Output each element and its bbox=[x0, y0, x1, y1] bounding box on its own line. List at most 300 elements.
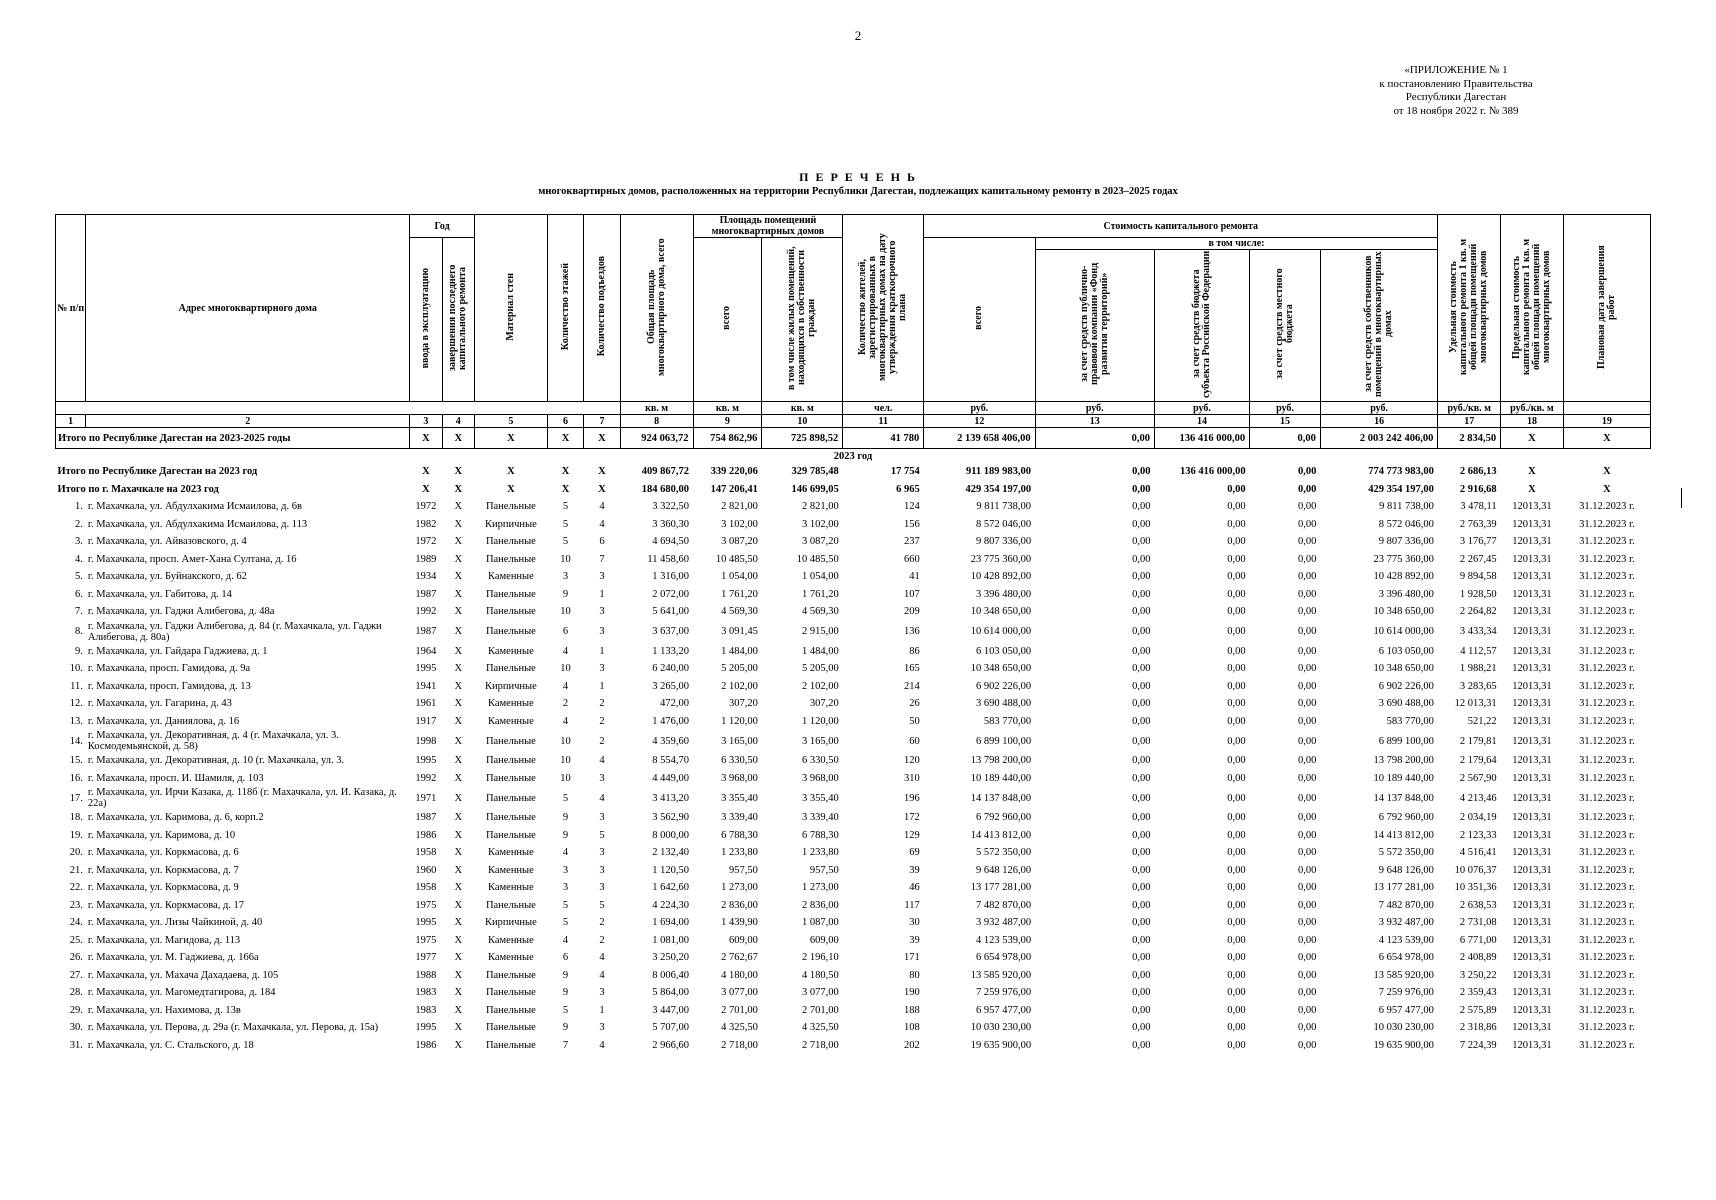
header-year-last-repair: завершения последнего капитального ремонта bbox=[442, 238, 474, 402]
table-cell: 1989 bbox=[415, 553, 437, 565]
table-cell: 6 957 477,00 bbox=[975, 1004, 1032, 1016]
table-cell: 9 648 126,00 bbox=[1378, 864, 1434, 876]
table-cell: X bbox=[454, 934, 463, 946]
unit-cell: кв. м bbox=[620, 402, 693, 415]
table-cell: X bbox=[454, 772, 463, 784]
table-cell: 0,00 bbox=[1298, 680, 1317, 692]
table-cell: Панельные bbox=[485, 969, 536, 981]
table-cell: 31.12.2023 г. bbox=[1579, 1039, 1635, 1051]
column-number: 14 bbox=[1154, 415, 1249, 428]
table-cell: 1992 bbox=[415, 606, 437, 618]
address-cell: г. Махачкала, ул. Нахимова, д. 13в bbox=[87, 1004, 241, 1016]
address-cell: г. Махачкала, просп. Гамидова, д. 9а bbox=[87, 663, 251, 675]
table-cell: 3 bbox=[562, 571, 569, 583]
table-cell: 31.12.2023 г. bbox=[1579, 518, 1635, 530]
table-cell: 31.12.2023 г. bbox=[1579, 626, 1635, 637]
table-cell: 3 bbox=[562, 864, 569, 876]
table-cell: 1 054,00 bbox=[721, 571, 758, 583]
table-row bbox=[56, 1037, 1651, 1055]
table-cell: 10 189 440,00 bbox=[1373, 772, 1434, 784]
table-cell: 0,00 bbox=[1227, 518, 1246, 530]
table-cell: Панельные bbox=[485, 987, 536, 999]
table-cell: 0,00 bbox=[1298, 1039, 1317, 1051]
table-cell: 2 701,00 bbox=[802, 1004, 839, 1016]
table-cell: 3 968,00 bbox=[802, 772, 839, 784]
table-cell: X bbox=[454, 755, 463, 767]
table-cell: 31.12.2023 г. bbox=[1579, 882, 1635, 894]
table-cell: 521,22 bbox=[1467, 715, 1497, 727]
table-cell: X bbox=[454, 987, 463, 999]
header-cost-regional: за счет средств бюджета субъекта Российской Федерации bbox=[1154, 250, 1249, 402]
table-cell: 5 bbox=[562, 792, 569, 804]
table-cell: 12013,31 bbox=[1512, 899, 1552, 911]
table-cell: 4 325,50 bbox=[802, 1022, 839, 1034]
table-cell: 5. bbox=[74, 571, 83, 583]
table-row bbox=[56, 603, 1651, 621]
summary-value: 0,00 bbox=[1132, 483, 1151, 495]
table-cell: 12013,31 bbox=[1512, 588, 1552, 600]
header-premises-total: всего bbox=[693, 238, 762, 402]
summary-value: 2 003 242 406,00 bbox=[1320, 428, 1437, 449]
unit-cell: руб./кв. м bbox=[1438, 402, 1501, 415]
header-planned-date: Плановая дата завершения работ bbox=[1563, 215, 1650, 402]
table-cell: 0,00 bbox=[1132, 1022, 1151, 1034]
address-cell: г. Махачкала, ул. Магомедтагирова, д. 184 bbox=[87, 987, 276, 999]
address-cell: г. Махачкала, ул. Абдулхакима Исмаилова, д. 6в bbox=[87, 501, 302, 513]
address-cell: г. Махачкала, ул. Декоративная, д. 4 (г. Махачкала, ул. 3. Космодемьянской, д. 58) bbox=[87, 730, 339, 752]
table-cell: 8. bbox=[74, 626, 83, 637]
address-cell: г. Махачкала, ул. Даниялова, д. 16 bbox=[87, 715, 240, 727]
table-cell: X bbox=[454, 571, 463, 583]
table-cell: 19 635 900,00 bbox=[970, 1039, 1032, 1051]
summary-value: 17 754 bbox=[890, 466, 920, 478]
table-cell: 39 bbox=[909, 934, 920, 946]
table-cell: 0,00 bbox=[1132, 536, 1151, 548]
table-cell: 17. bbox=[69, 792, 83, 804]
table-cell: 3 bbox=[599, 606, 605, 618]
table-cell: 2 264,82 bbox=[1459, 606, 1497, 618]
houses-table bbox=[55, 214, 1651, 1054]
table-cell: 31.12.2023 г. bbox=[1579, 864, 1635, 876]
table-cell: 0,00 bbox=[1298, 812, 1317, 824]
table-cell: 1975 bbox=[415, 899, 437, 911]
table-cell: 0,00 bbox=[1298, 698, 1317, 710]
table-row bbox=[56, 533, 1651, 551]
table-cell: Панельные bbox=[485, 829, 536, 841]
table-cell: 16. bbox=[69, 772, 83, 784]
table-cell: 8 000,00 bbox=[652, 829, 690, 841]
table-cell: 0,00 bbox=[1298, 882, 1317, 894]
table-cell: 2 072,00 bbox=[652, 588, 690, 600]
table-cell: 41 bbox=[909, 571, 920, 583]
units-row bbox=[56, 402, 1651, 415]
table-cell: 10 189 440,00 bbox=[970, 772, 1032, 784]
table-cell: 307,20 bbox=[728, 698, 758, 710]
table-cell: X bbox=[454, 812, 463, 824]
table-cell: 20. bbox=[69, 847, 83, 859]
summary-value: 0,00 bbox=[1132, 466, 1151, 478]
table-cell: X bbox=[454, 969, 463, 981]
table-cell: 19. bbox=[69, 829, 83, 841]
table-cell: 31.12.2023 г. bbox=[1579, 847, 1635, 859]
table-cell: 12013,31 bbox=[1512, 698, 1552, 710]
table-cell: 12013,31 bbox=[1512, 882, 1552, 894]
table-cell: 0,00 bbox=[1132, 606, 1151, 618]
table-cell: 0,00 bbox=[1132, 715, 1151, 727]
table-cell: X bbox=[454, 882, 463, 894]
table-cell: 10 485,50 bbox=[715, 553, 758, 565]
table-cell: 50 bbox=[909, 715, 920, 727]
table-cell: 1982 bbox=[415, 518, 437, 530]
table-cell: 31.12.2023 г. bbox=[1579, 645, 1635, 657]
header-year: Год bbox=[410, 215, 475, 238]
table-cell: Панельные bbox=[485, 899, 536, 911]
table-cell: 12013,31 bbox=[1512, 829, 1552, 841]
table-cell: 3 562,90 bbox=[652, 812, 690, 824]
table-cell: 9 807 336,00 bbox=[1378, 536, 1434, 548]
summary-value: 0,00 bbox=[1298, 483, 1317, 495]
table-cell: 2 318,86 bbox=[1459, 1022, 1497, 1034]
unit-cell: руб. bbox=[1320, 402, 1437, 415]
table-cell: 12013,31 bbox=[1512, 606, 1552, 618]
table-cell: 12 013,31 bbox=[1454, 698, 1497, 710]
address-cell: г. Махачкала, ул. Гаджи Алибегова, д. 84 (г. Махачкала, ул. Гаджи Алибегова, д. 80а) bbox=[87, 620, 382, 643]
table-cell: 5 641,00 bbox=[652, 606, 690, 618]
table-cell: 5 bbox=[562, 536, 569, 548]
address-cell: г. Махачкала, ул. Гайдара Гаджиева, д. 1 bbox=[87, 645, 268, 657]
table-cell: 0,00 bbox=[1227, 969, 1246, 981]
appendix-line: Республики Дагестан bbox=[1405, 91, 1507, 103]
margin-mark bbox=[1681, 488, 1682, 508]
table-cell: 0,00 bbox=[1227, 934, 1246, 946]
table-cell: 202 bbox=[904, 1039, 920, 1051]
table-cell: 31.12.2023 г. bbox=[1579, 501, 1635, 513]
table-cell: 0,00 bbox=[1298, 663, 1317, 675]
table-cell: 13 177 281,00 bbox=[970, 882, 1032, 894]
table-cell: 6 902 226,00 bbox=[975, 680, 1032, 692]
document-subtitle: многоквартирных домов, расположенных на территории Республики Дагестан, подлежащих капитальному ремонту в 2023–2025 годах bbox=[538, 186, 1178, 197]
table-cell: 3 bbox=[599, 864, 605, 876]
table-cell: 2 567,90 bbox=[1459, 772, 1497, 784]
address-cell: г. Махачкала, ул. Гагарина, д. 43 bbox=[87, 698, 232, 710]
table-cell: 0,00 bbox=[1132, 847, 1151, 859]
table-cell: 5 572 350,00 bbox=[1378, 847, 1434, 859]
summary-value: 2 834,50 bbox=[1438, 428, 1501, 449]
table-cell: 0,00 bbox=[1132, 518, 1151, 530]
table-cell: 2 575,89 bbox=[1459, 1004, 1497, 1016]
header-floors: Количество этажей bbox=[547, 215, 583, 402]
table-cell: 6 792 960,00 bbox=[1378, 812, 1434, 824]
table-cell: 3 339,40 bbox=[802, 812, 839, 824]
table-cell: 3 102,00 bbox=[802, 518, 839, 530]
table-cell: 6 788,30 bbox=[802, 829, 839, 841]
table-cell: 4 123 539,00 bbox=[1378, 934, 1434, 946]
header-cost: Стоимость капитального ремонта bbox=[924, 215, 1438, 238]
table-cell: 0,00 bbox=[1132, 698, 1151, 710]
table-cell: 0,00 bbox=[1132, 571, 1151, 583]
table-cell: 6 788,30 bbox=[721, 829, 758, 841]
column-number: 1 bbox=[56, 415, 86, 428]
column-number: 15 bbox=[1250, 415, 1321, 428]
column-number: 16 bbox=[1320, 415, 1437, 428]
table-cell: 1 120,00 bbox=[802, 715, 839, 727]
table-cell: 3 176,77 bbox=[1459, 536, 1497, 548]
table-cell: 1 484,00 bbox=[802, 645, 839, 657]
table-cell: 171 bbox=[904, 952, 920, 964]
address-cell: г. Махачкала, просп. И. Шамиля, д. 103 bbox=[87, 772, 264, 784]
table-cell: X bbox=[454, 606, 463, 618]
table-cell: 6 899 100,00 bbox=[975, 735, 1032, 747]
table-cell: X bbox=[454, 715, 463, 727]
table-cell: X bbox=[454, 917, 463, 929]
address-cell: г. Махачкала, ул. Каримова, д. 6, корп.2 bbox=[87, 812, 264, 824]
table-cell: 0,00 bbox=[1132, 626, 1151, 637]
summary-value: X bbox=[422, 483, 430, 495]
table-cell: 8 006,40 bbox=[652, 969, 690, 981]
table-cell: 10 485,50 bbox=[796, 553, 839, 565]
header-entrances: Количество подъездов bbox=[584, 215, 620, 402]
table-cell: 0,00 bbox=[1132, 792, 1151, 804]
table-cell: 4 213,46 bbox=[1459, 792, 1497, 804]
table-cell: 69 bbox=[909, 847, 920, 859]
table-cell: 3 447,00 bbox=[652, 1004, 690, 1016]
table-cell: 5 bbox=[562, 1004, 569, 1016]
table-cell: 2 966,60 bbox=[652, 1039, 690, 1051]
table-cell: 1987 bbox=[415, 588, 437, 600]
column-number: 5 bbox=[474, 415, 547, 428]
table-cell: Кирпичные bbox=[485, 680, 537, 692]
table-cell: 4 bbox=[562, 847, 569, 859]
table-cell: 196 bbox=[904, 792, 920, 804]
table-cell: 12013,31 bbox=[1512, 735, 1552, 747]
table-cell: 136 bbox=[904, 626, 920, 637]
unit-cell: руб. bbox=[1035, 402, 1154, 415]
table-row bbox=[56, 949, 1651, 967]
table-cell: X bbox=[454, 847, 463, 859]
table-cell: 1 484,00 bbox=[721, 645, 758, 657]
table-cell: 13 798 200,00 bbox=[1373, 755, 1434, 767]
table-cell: 7 bbox=[599, 553, 605, 565]
table-cell: 10 428 892,00 bbox=[1373, 571, 1434, 583]
table-cell: 3 bbox=[599, 663, 605, 675]
table-cell: 4 bbox=[599, 952, 605, 964]
table-row bbox=[56, 844, 1651, 862]
table-cell: 9 bbox=[562, 829, 569, 841]
table-cell: 6 bbox=[562, 952, 569, 964]
table-cell: 0,00 bbox=[1132, 772, 1151, 784]
table-cell: 2 bbox=[599, 735, 605, 747]
table-cell: 4 180,00 bbox=[721, 969, 758, 981]
table-cell: 214 bbox=[904, 680, 920, 692]
summary-value: X bbox=[1603, 466, 1611, 478]
table-cell: 4 569,30 bbox=[802, 606, 839, 618]
table-cell: 190 bbox=[904, 987, 920, 999]
table-cell: 2 bbox=[599, 917, 605, 929]
table-row bbox=[56, 586, 1651, 604]
table-cell: 46 bbox=[909, 882, 920, 894]
table-cell: 13 585 920,00 bbox=[1373, 969, 1434, 981]
table-row bbox=[56, 787, 1651, 809]
table-cell: 3 bbox=[599, 626, 605, 637]
table-cell: 4 bbox=[599, 755, 605, 767]
table-cell: 2 821,00 bbox=[721, 501, 758, 513]
table-cell: 3 165,00 bbox=[721, 735, 758, 747]
table-cell: 2 836,00 bbox=[802, 899, 839, 911]
summary-value: X bbox=[561, 466, 570, 478]
summary-value: X bbox=[561, 483, 570, 495]
table-cell: Кирпичные bbox=[485, 917, 537, 929]
table-cell: 5 bbox=[562, 899, 569, 911]
table-cell: 80 bbox=[909, 969, 920, 981]
table-cell: X bbox=[454, 698, 463, 710]
table-cell: Каменные bbox=[487, 882, 534, 894]
summary-value: X bbox=[1501, 428, 1564, 449]
table-cell: 14. bbox=[69, 735, 83, 747]
table-cell: 5 bbox=[562, 917, 569, 929]
table-cell: 12013,31 bbox=[1512, 969, 1552, 981]
table-cell: 31.12.2023 г. bbox=[1579, 792, 1635, 804]
table-row bbox=[56, 498, 1651, 516]
table-cell: 4 bbox=[599, 518, 605, 530]
column-number: 6 bbox=[547, 415, 583, 428]
table-cell: 1977 bbox=[415, 952, 437, 964]
header-address: Адрес многоквартирного дома bbox=[86, 215, 410, 402]
table-cell: 1 273,00 bbox=[802, 882, 839, 894]
table-cell: 2 408,89 bbox=[1459, 952, 1497, 964]
table-cell: 2 915,00 bbox=[802, 626, 839, 637]
address-cell: г. Махачкала, ул. Декоративная, д. 10 (г. Махачкала, ул. 3. bbox=[87, 755, 345, 767]
table-cell: 29. bbox=[69, 1004, 83, 1016]
table-cell: 1 bbox=[599, 680, 605, 692]
table-cell: 2 196,10 bbox=[802, 952, 839, 964]
table-cell: Каменные bbox=[487, 864, 534, 876]
table-cell: 5 bbox=[562, 518, 569, 530]
summary-row bbox=[56, 428, 1651, 449]
table-cell: 3 bbox=[599, 812, 605, 824]
table-cell: 0,00 bbox=[1298, 645, 1317, 657]
summary-value: 754 862,96 bbox=[693, 428, 762, 449]
table-cell: 1. bbox=[74, 501, 83, 513]
table-cell: 31.12.2023 г. bbox=[1579, 571, 1635, 583]
table-cell: 12013,31 bbox=[1512, 518, 1552, 530]
table-cell: 6 792 960,00 bbox=[975, 812, 1032, 824]
header-premises-owned: в том числе жилых помещений, находящихся в собственности граждан bbox=[762, 238, 843, 402]
summary-value: 409 867,72 bbox=[641, 466, 690, 478]
column-number: 18 bbox=[1501, 415, 1564, 428]
table-cell: 6 957 477,00 bbox=[1378, 1004, 1434, 1016]
table-cell: 1 087,00 bbox=[802, 917, 839, 929]
table-cell: 31.12.2023 г. bbox=[1579, 829, 1635, 841]
table-cell: 0,00 bbox=[1298, 501, 1317, 513]
table-cell: 31.12.2023 г. bbox=[1579, 553, 1635, 565]
table-cell: 5 572 350,00 bbox=[975, 847, 1032, 859]
table-cell: 0,00 bbox=[1227, 698, 1246, 710]
table-row bbox=[56, 516, 1651, 534]
table-cell: 12013,31 bbox=[1512, 571, 1552, 583]
summary-value: X bbox=[547, 428, 583, 449]
table-cell: 0,00 bbox=[1132, 899, 1151, 911]
table-cell: Панельные bbox=[485, 626, 536, 637]
table-cell: 6 240,00 bbox=[652, 663, 690, 675]
table-cell: 1971 bbox=[415, 792, 437, 804]
unit-cell: кв. м bbox=[762, 402, 843, 415]
table-cell: 583 770,00 bbox=[1386, 715, 1434, 727]
table-cell: 1986 bbox=[415, 1039, 437, 1051]
table-cell: X bbox=[454, 1039, 463, 1051]
table-cell: 86 bbox=[909, 645, 920, 657]
table-cell: 3 355,40 bbox=[802, 792, 839, 804]
table-cell: 14 137 848,00 bbox=[970, 792, 1032, 804]
table-cell: 4 449,00 bbox=[652, 772, 690, 784]
table-cell: 12013,31 bbox=[1512, 645, 1552, 657]
table-cell: 12013,31 bbox=[1512, 626, 1552, 637]
table-cell: 12013,31 bbox=[1512, 952, 1552, 964]
table-cell: 31.12.2023 г. bbox=[1579, 772, 1635, 784]
table-cell: 31.12.2023 г. bbox=[1579, 1022, 1635, 1034]
table-cell: 0,00 bbox=[1227, 588, 1246, 600]
summary-value: X bbox=[1528, 483, 1536, 495]
table-cell: X bbox=[454, 588, 463, 600]
table-cell: 237 bbox=[904, 536, 920, 548]
table-cell: 9 bbox=[562, 812, 569, 824]
table-cell: 4 569,30 bbox=[721, 606, 758, 618]
table-cell: 3 087,20 bbox=[802, 536, 839, 548]
table-cell: 6 330,50 bbox=[802, 755, 839, 767]
table-cell: 23 775 360,00 bbox=[970, 553, 1032, 565]
table-cell: 0,00 bbox=[1227, 715, 1246, 727]
table-cell: 10 614 000,00 bbox=[1373, 626, 1434, 637]
summary-value: 184 680,00 bbox=[641, 483, 690, 495]
address-cell: г. Махачкала, просп. Амет-Хана Султана, д. 16 bbox=[87, 553, 297, 565]
summary-value: 146 699,05 bbox=[791, 483, 839, 495]
table-cell: 0,00 bbox=[1227, 1022, 1246, 1034]
address-cell: г. Махачкала, ул. Магидова, д. 113 bbox=[87, 934, 241, 946]
table-cell: 3 690 488,00 bbox=[1378, 698, 1434, 710]
table-cell: X bbox=[454, 952, 463, 964]
summary-value: X bbox=[422, 466, 430, 478]
table-cell: X bbox=[454, 553, 463, 565]
table-cell: 30 bbox=[909, 917, 920, 929]
summary-value: 339 220,06 bbox=[710, 466, 758, 478]
header-wall-material: Материал стен bbox=[474, 215, 547, 402]
table-cell: 0,00 bbox=[1227, 735, 1246, 747]
table-cell: 12013,31 bbox=[1512, 847, 1552, 859]
summary-value: X bbox=[584, 428, 620, 449]
table-cell: 39 bbox=[909, 864, 920, 876]
table-row bbox=[56, 678, 1651, 696]
table-cell: 10 348 650,00 bbox=[970, 663, 1032, 675]
table-cell: 172 bbox=[904, 812, 920, 824]
table-cell: 3 690 488,00 bbox=[975, 698, 1032, 710]
table-cell: 3 433,34 bbox=[1459, 626, 1497, 637]
table-cell: 10 bbox=[560, 553, 571, 565]
table-cell: 9 bbox=[562, 588, 569, 600]
table-cell: 12013,31 bbox=[1512, 680, 1552, 692]
table-cell: 0,00 bbox=[1298, 626, 1317, 637]
column-number: 17 bbox=[1438, 415, 1501, 428]
table-cell: 26. bbox=[69, 952, 83, 964]
summary-value: X bbox=[598, 483, 606, 495]
table-cell: Каменные bbox=[487, 645, 534, 657]
table-cell: 2 132,40 bbox=[652, 847, 690, 859]
table-cell: Панельные bbox=[485, 1039, 536, 1051]
table-cell: 9 807 336,00 bbox=[975, 536, 1032, 548]
table-cell: 2 179,64 bbox=[1459, 755, 1497, 767]
table-cell: 6 899 100,00 bbox=[1378, 735, 1434, 747]
table-cell: 957,50 bbox=[809, 864, 839, 876]
table-cell: Панельные bbox=[485, 588, 536, 600]
column-number: 3 bbox=[410, 415, 442, 428]
